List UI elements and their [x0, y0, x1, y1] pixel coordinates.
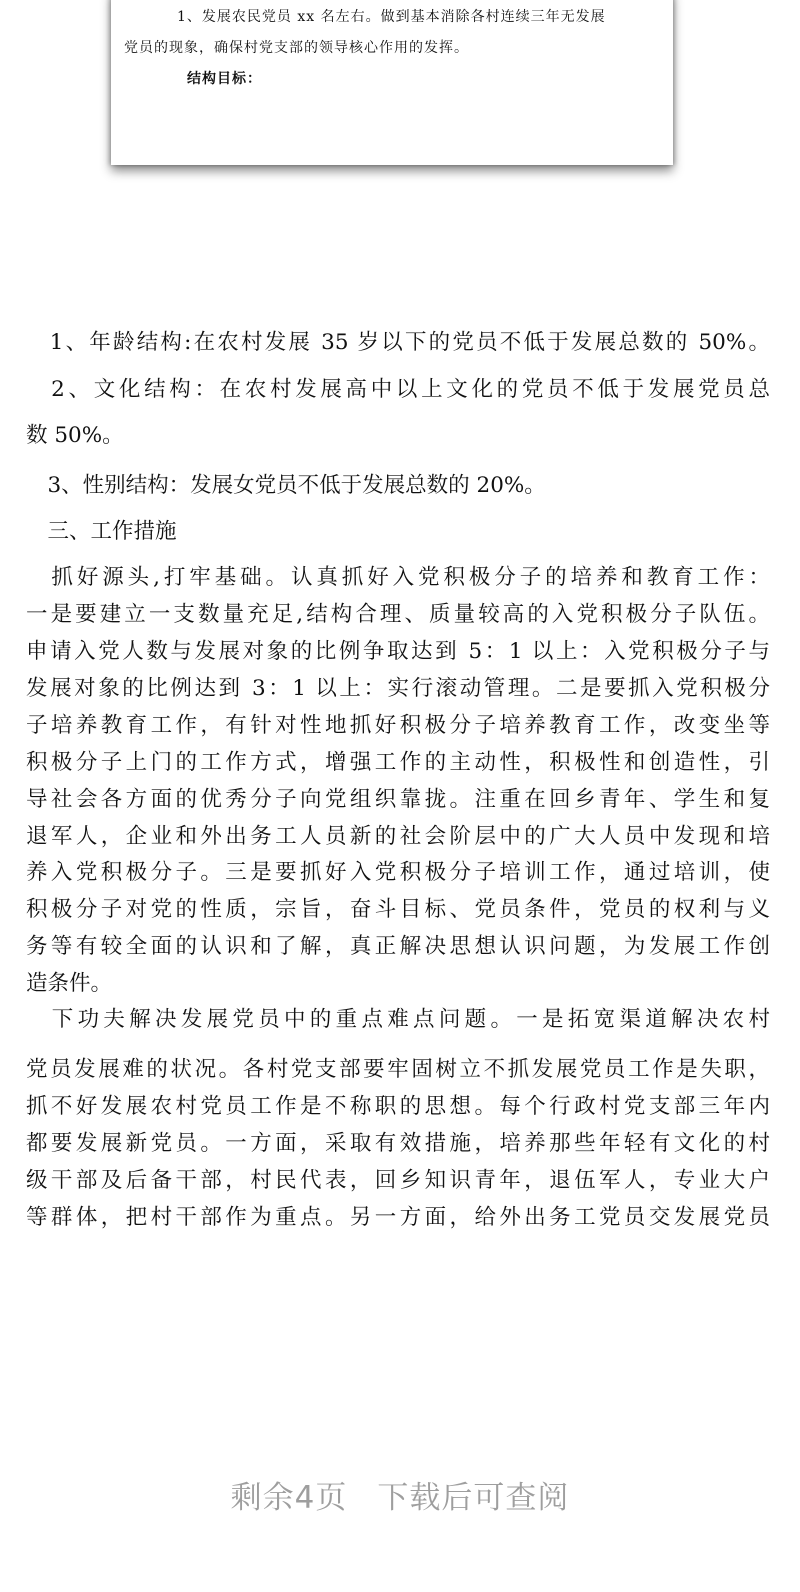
card-line: 1、发展农民党员 xx 名左右。做到基本消除各村连续三年无发展: [177, 9, 606, 25]
text-line: 数 50%。: [26, 423, 124, 448]
text-line: 三、工作措施: [26, 519, 177, 544]
text-line: 党员发展难的状况。各村党支部要牢固树立不抓发展党员工作是失职，: [26, 1057, 770, 1082]
text-line: 造条件。: [26, 971, 113, 996]
text-line: 等群体，把村干部作为重点。另一方面，给外出务工党员交发展党员: [26, 1205, 770, 1230]
text-line: 抓好源头,打牢基础。认真抓好入党积极分子的培养和教育工作：: [26, 565, 770, 590]
text-line: 积极分子对党的性质，宗旨，奋斗目标、党员条件，党员的权利与义: [26, 897, 770, 922]
text-line: 子培养教育工作，有针对性地抓好积极分子培养教育工作，改变坐等: [26, 713, 770, 738]
text-line: 级干部及后备干部，村民代表，回乡知识青年，退伍军人，专业大户: [26, 1168, 770, 1193]
text-line: 抓不好发展农村党员工作是不称职的思想。每个行政村党支部三年内: [26, 1094, 770, 1119]
text-line: 务等有较全面的认识和了解，真正解决思想认识问题，为发展工作创: [26, 934, 770, 959]
text-line: 养入党积极分子。三是要抓好入党积极分子培训工作，通过培训，使: [26, 860, 770, 885]
text-line: 导社会各方面的优秀分子向党组织靠拢。注重在回乡青年、学生和复: [26, 787, 770, 812]
text-line: 发展对象的比例达到 3：1 以上：实行滚动管理。二是要抓入党积极分: [26, 676, 770, 701]
download-to-view-text: 下载后可查阅: [377, 1480, 570, 1516]
text-line: 退军人，企业和外出务工人员新的社会阶层中的广大人员中发现和培: [26, 824, 770, 849]
download-prompt[interactable]: [0, 1472, 800, 1517]
preview-page-card: [111, 0, 673, 165]
text-line: 一是要建立一支数量充足,结构合理、质量较高的入党积极分子队伍。: [26, 602, 770, 627]
text-line: 1、年龄结构:在农村发展 35 岁以下的党员不低于发展总数的 50%。: [26, 330, 770, 355]
card-line: 党员的现象，确保村党支部的领导核心作用的发挥。: [124, 40, 469, 56]
text-line: 都要发展新党员。一方面，采取有效措施，培养那些年轻有文化的村: [26, 1131, 770, 1156]
text-line: 积极分子上门的工作方式，增强工作的主动性，积极性和创造性，引: [26, 750, 770, 775]
text-line: 下功夫解决发展党员中的重点难点问题。一是拓宽渠道解决农村: [26, 1007, 770, 1032]
text-line: 申请入党人数与发展对象的比例争取达到 5：1 以上：入党积极分子与: [26, 639, 770, 664]
text-line: 2、文化结构：在农村发展高中以上文化的党员不低于发展党员总: [26, 377, 770, 402]
card-heading: 结构目标：: [187, 71, 262, 87]
text-line: 3、性别结构：发展女党员不低于发展总数的 20%。: [26, 473, 546, 498]
remaining-pages-text: 剩余4页: [230, 1480, 348, 1516]
